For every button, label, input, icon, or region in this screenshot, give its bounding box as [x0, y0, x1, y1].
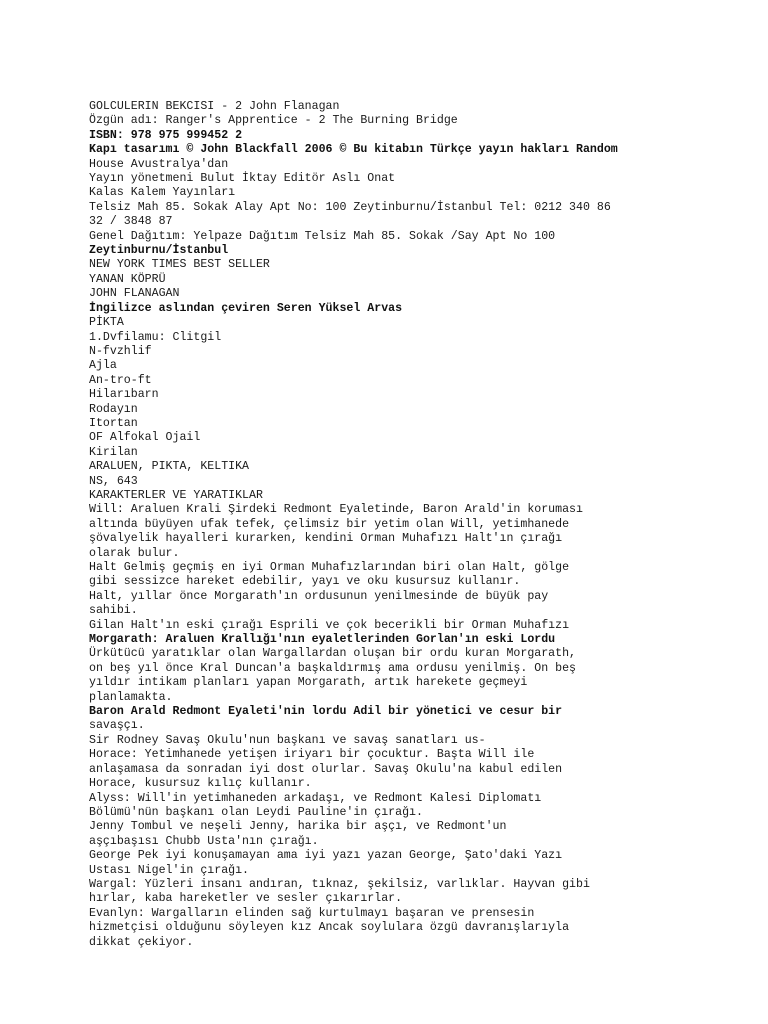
text-line: yıldır intikam planları yapan Morgarath, artık harekete geçmeyi [89, 676, 528, 690]
text-line: Will: Araluen Krali Şirdeki Redmont Eyaletinde, Baron Arald'in koruması [89, 503, 583, 517]
text-line: aşçıbaşısı Chubb Usta'nın çırağı. [89, 834, 319, 848]
text-line: Ustası Nigel'in çırağı. [89, 863, 250, 877]
text-line: ARALUEN, PIKTA, KELTIKA [89, 460, 250, 474]
text-line: 32 / 3848 87 [89, 215, 173, 229]
text-line: savaşçı. [89, 719, 145, 733]
text-line: dikkat çekiyor. [89, 935, 194, 949]
text-line: Jenny Tombul ve neşeli Jenny, harika bir aşçı, ve Redmont'un [89, 820, 507, 834]
text-line: Bölümü'nün başkanı olan Leydi Pauline'in çırağı. [89, 805, 423, 819]
text-line: OF Alfokal Ojail [89, 431, 201, 445]
text-line: NS, 643 [89, 474, 138, 488]
document-page [89, 100, 689, 950]
text-line: Horace, kusursuz kılıç kullanır. [89, 777, 312, 791]
text-line: hizmetçisi olduğunu söyleyen kız Ancak soylulara özgü davranışlarıyla [89, 921, 570, 935]
text-line: An-tro-ft [89, 373, 152, 387]
text-line: gibi sessizce hareket edebilir, yayı ve oku kusursuz kullanır. [89, 575, 521, 589]
text-line: altında büyüyen ufak tefek, çelimsiz bir yetim olan Will, yetimhanede [89, 517, 570, 531]
text-line: KARAKTERLER VE YARATIKLAR [89, 488, 263, 502]
text-line: İngilizce aslından çeviren Seren Yüksel Arvas [89, 301, 403, 315]
text-line: Ürkütücü yaratıklar olan Wargallardan oluşan bir ordu kuran Morgarath, [89, 647, 577, 661]
text-line: Morgarath: Araluen Krallığı'nın eyaletlerinden Gorlan'ın eski Lordu [89, 633, 556, 647]
text-line: Alyss: Will'in yetimhaneden arkadaşı, ve Redmont Kalesi Diplomatı [89, 791, 542, 805]
text-line: ISBN: 978 975 999452 2 [89, 128, 243, 142]
text-line: on beş yıl önce Kral Duncan'a başkaldırmış ama ordusu yenilmiş. On beş [89, 661, 577, 675]
text-line: N-fvzhlif [89, 344, 152, 358]
text-line: Baron Arald Redmont Eyaleti'nin lordu Adil bir yönetici ve cesur bir [89, 705, 563, 719]
text-line: anlaşamasa da sonradan iyi dost olurlar. Savaş Okulu'na kabul edilen [89, 762, 563, 776]
text-line: planlamakta. [89, 690, 173, 704]
text-line: Sir Rodney Savaş Okulu'nun başkanı ve savaş sanatları us- [89, 733, 486, 747]
text-line: hırlar, kaba hareketler ve sesler çıkarırlar. [89, 892, 403, 906]
text-line: George Pek iyi konuşamayan ama iyi yazı yazan George, Şato'daki Yazı [89, 849, 563, 863]
text-line: şövalyelik hayalleri kurarken, kendini Orman Muhafızı Halt'ın çırağı [89, 532, 563, 546]
text-line: Kalas Kalem Yayınları [89, 186, 236, 200]
text-line: Kirilan [89, 445, 138, 459]
text-line: Genel Dağıtım: Yelpaze Dağıtım Telsiz Mah 85. Sokak /Say Apt No 100 [89, 229, 556, 243]
text-line: JOHN FLANAGAN [89, 287, 180, 301]
text-line: House Avustralya'dan [89, 157, 229, 171]
text-line: Kapı tasarımı © John Blackfall 2006 © Bu kitabın Türkçe yayın hakları Random [89, 143, 618, 157]
text-line: Halt Gelmiş geçmiş en iyi Orman Muhafızlarından biri olan Halt, gölge [89, 561, 570, 574]
text-line: Itortan [89, 416, 138, 430]
text-line: Hilarıbarn [89, 388, 159, 402]
text-line: olarak bulur. [89, 546, 180, 560]
text-line: Gilan Halt'ın eski çırağı Esprili ve çok becerikli bir Orman Muhafızı [89, 618, 570, 632]
text-line: Halt, yıllar önce Morgarath'ın ordusunun yenilmesinde de büyük pay [89, 589, 549, 603]
text-line: Rodayın [89, 402, 138, 416]
text-line: Telsiz Mah 85. Sokak Alay Apt No: 100 Zeytinburnu/İstanbul Tel: 0212 340 86 [89, 200, 611, 214]
text-line: Evanlyn: Wargalların elinden sağ kurtulmayı başaran ve prensesin [89, 906, 535, 920]
text-line: Zeytinburnu/İstanbul [89, 244, 229, 258]
text-line: Wargal: Yüzleri insanı andıran, tıknaz, şekilsiz, varlıklar. Hayvan gibi [89, 877, 590, 891]
text-line: Yayın yönetmeni Bulut İktay Editör Aslı Onat [89, 172, 396, 186]
text-line: YANAN KÖPRÜ [89, 272, 166, 286]
text-line: Horace: Yetimhanede yetişen iriyarı bir çocuktur. Başta Will ile [89, 748, 535, 762]
text-line: Özgün adı: Ranger's Apprentice - 2 The Burning Bridge [89, 114, 458, 128]
text-line: NEW YORK TIMES BEST SELLER [89, 258, 270, 272]
text-line: sahibi. [89, 604, 138, 618]
text-line: 1.Dvfilamu: Clitgil [89, 330, 222, 344]
text-line: PİKTA [89, 316, 124, 330]
text-line: GOLCULERIN BEKCISI - 2 John Flanagan [89, 100, 340, 113]
text-line: Ajla [89, 359, 117, 373]
